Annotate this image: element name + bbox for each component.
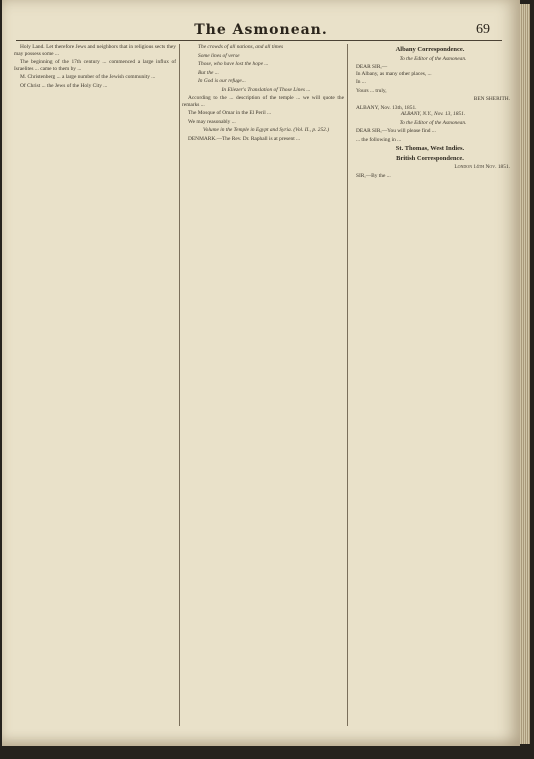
paragraph: SIR,—By the ...	[356, 172, 391, 179]
newspaper-page	[2, 0, 520, 746]
poem-line: But the ...	[198, 69, 219, 76]
notice-paragraph: DENMARK.—The Rev. Dr. Raphall is at present ...	[188, 135, 301, 142]
header-rule	[16, 40, 502, 41]
column-3	[350, 44, 510, 732]
page-header	[2, 22, 520, 42]
book-page-edges	[520, 4, 530, 744]
paragraph: According to the ... description of the temple ... we will quote the remarks ...	[182, 95, 344, 108]
paragraph: The beginning of the 17th century ... commenced a large influx of Israelites ... came to them by ...	[14, 59, 176, 72]
paragraph: M. Christenberg ... a large number of the Jewish community ...	[20, 74, 156, 80]
poem-credit: In Eliezer's Translation of Those Lines ...	[221, 86, 311, 93]
column-1	[14, 44, 176, 732]
paragraph: Yours ... truly,	[356, 87, 387, 94]
poem-line: In God is our refuge...	[198, 78, 246, 84]
page-number: 69	[476, 22, 490, 37]
section-heading-st-thomas: St. Thomas, West Indies.	[395, 145, 465, 152]
paragraph: We may reasonably ...	[188, 118, 236, 125]
paragraph: In ...	[356, 79, 366, 85]
paragraph: The Mosque of Omar in the El Peril ...	[188, 110, 272, 116]
salutation: DEAR SIR,—	[356, 64, 388, 70]
volume-reference: Volume in the Temple in Egypt and Syria. (Vol. II., p. 252.)	[202, 127, 329, 133]
poem-line: Some lines of verse	[198, 52, 240, 59]
column-divider-1	[179, 44, 180, 726]
dateline: ALBANY, Nov. 13th, 1851.	[356, 104, 417, 111]
to-editor-line-2: To the Editor of the Asmonean.	[399, 119, 467, 126]
paragraph: Holy Land. Let therefore Jews and neighbors that in religious sects they may possess some ...	[14, 44, 176, 57]
column-2	[182, 44, 344, 732]
to-editor-line: To the Editor of the Asmonean.	[399, 55, 467, 62]
section-heading-albany: Albany Correspondence.	[395, 46, 465, 53]
dateline-london: London 14th Nov. 1851.	[454, 164, 510, 170]
section-heading-british: British Correspondence.	[396, 154, 464, 162]
paragraph: In Albany, as many other places, ...	[356, 70, 432, 77]
paragraph: DEAR SIR,—You will please find ...	[356, 128, 436, 134]
paragraph: ... the following in ...	[356, 136, 402, 143]
column-divider-2	[347, 44, 348, 726]
dateline-2: ALBANY, N.Y., Nov. 13, 1851.	[400, 111, 466, 117]
poem-line: The crowds of all nations, and all times	[198, 44, 284, 50]
paragraph: Of Christ ... the Jews of the Holy City ...	[20, 82, 108, 89]
masthead-title: The Asmonean.	[194, 22, 328, 38]
signature: BEN SHERITH.	[473, 96, 510, 102]
poem-line: Those, who have lost the hope ...	[198, 61, 269, 67]
